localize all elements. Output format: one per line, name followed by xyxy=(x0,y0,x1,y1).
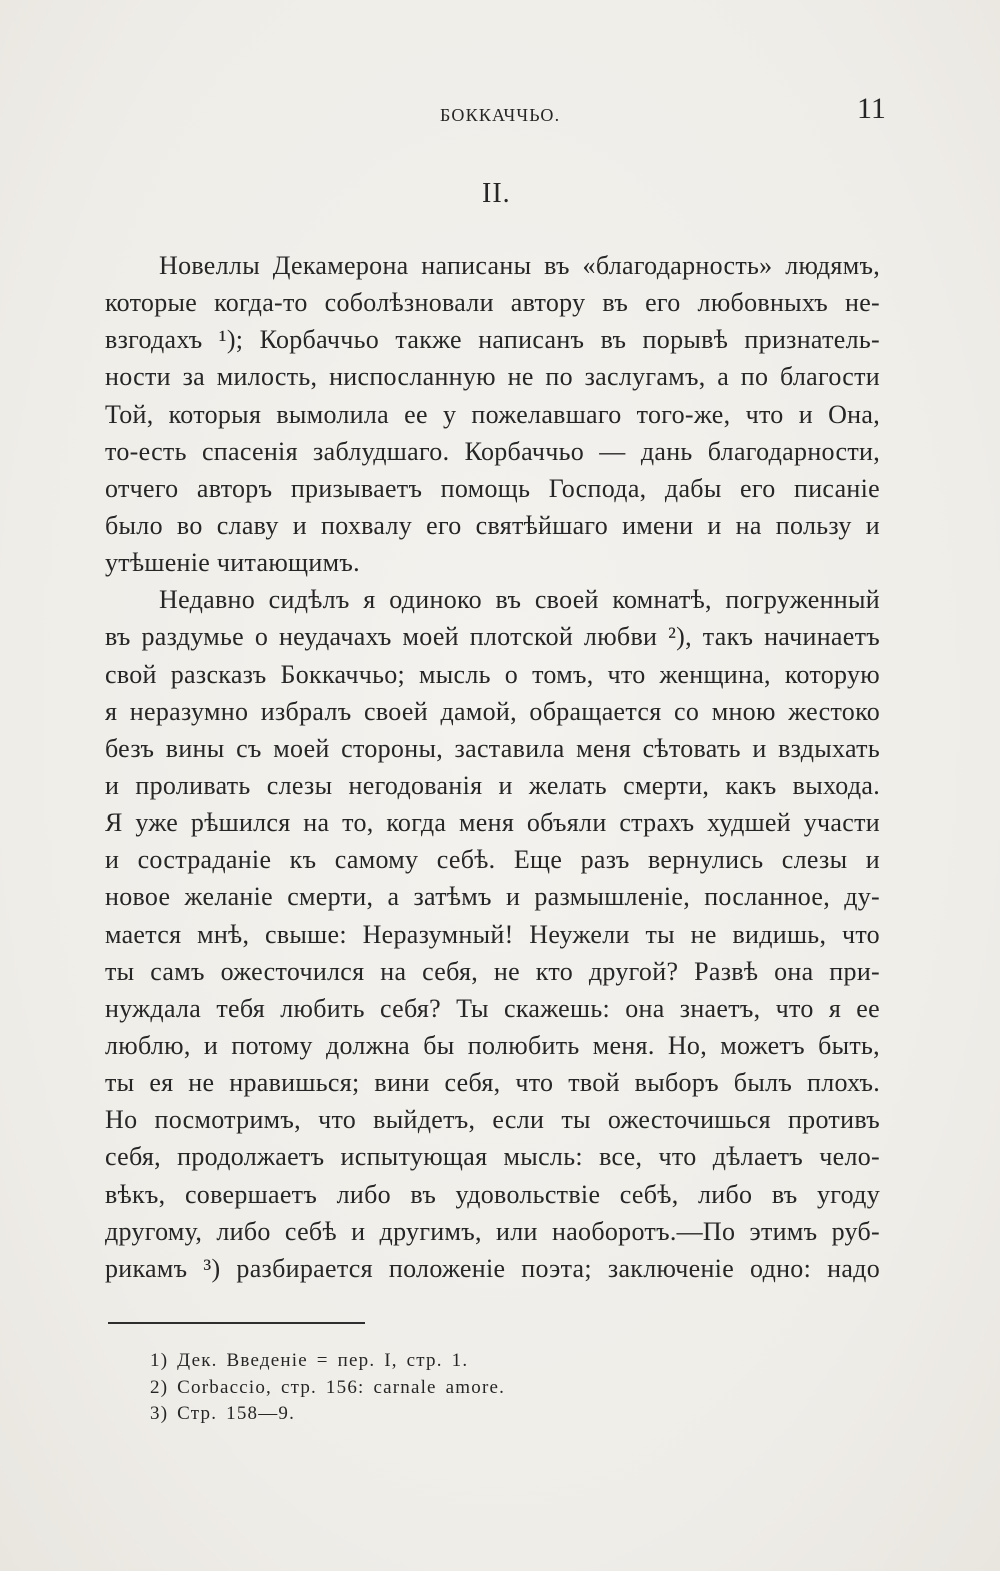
body-text xyxy=(105,247,880,1287)
text-line: взгодахъ ¹); Корбаччьо также написанъ въ порывѣ признатель- xyxy=(105,325,880,355)
text-line: мается мнѣ, свыше: Неразумный! Неужели ты не видишь, что xyxy=(105,919,880,949)
text-line: утѣшеніе читающимъ. xyxy=(105,548,360,578)
text-line: нуждала тебя любить себя? Ты скажешь: она знаетъ, что я ее xyxy=(105,993,880,1023)
text-line: себя, продолжаетъ испытующая мысль: все, что дѣлаетъ чело- xyxy=(105,1142,880,1172)
text-line: другому, либо себѣ и другимъ, или наоборотъ.—По этимъ руб- xyxy=(105,1216,880,1246)
footnote: 3) Стр. 158—9. xyxy=(150,1403,296,1424)
text-line: новое желаніе смерти, а затѣмъ и размышленіе, посланное, ду- xyxy=(105,882,880,912)
footnotes xyxy=(150,1348,650,1428)
text-line: вѣкъ, совершаетъ либо въ удовольствіе себѣ, либо въ угоду xyxy=(105,1179,880,1209)
page-number: 11 xyxy=(857,92,886,125)
text-line: и проливать слезы негодованія и желать смерти, какъ выхода. xyxy=(105,770,880,800)
text-line: которые когда-то соболѣзновали автору въ его любовныхъ не- xyxy=(105,288,880,318)
footnote: 1) Дек. Введеніе = пер. I, стр. 1. xyxy=(150,1350,469,1371)
text-line: Той, которыя вымолила ее у пожелавшаго того-же, что и Она, xyxy=(105,399,880,429)
text-line: Новеллы Декамерона написаны въ «благодарность» людямъ, xyxy=(159,251,880,280)
text-line: въ раздумье о неудачахъ моей плотской любви ²), такъ начинаетъ xyxy=(105,622,880,652)
text-line: Но посмотримъ, что выйдетъ, если ты ожесточишься противъ xyxy=(105,1105,880,1135)
footnote: 2) Corbaccio, стр. 156: carnale amore. xyxy=(150,1376,506,1398)
section-heading: II. xyxy=(482,178,511,209)
text-line: то-есть спасенія заблудшаго. Корбаччьо — дань благодарности, xyxy=(105,436,880,466)
text-line: отчего авторъ призываетъ помощь Господа, дабы его писаніе xyxy=(105,473,880,503)
text-line: люблю, и потому должна бы полюбить меня. Но, можетъ быть, xyxy=(105,1030,880,1060)
text-line: Недавно сидѣлъ я одиноко въ своей комнатѣ, погруженный xyxy=(159,585,880,615)
text-line: ты самъ ожесточился на себя, не кто другой? Развѣ она при- xyxy=(105,956,880,986)
text-line: Я уже рѣшился на то, когда меня объяли страхъ худшей участи xyxy=(105,808,880,838)
text-line: свой разсказъ Боккаччьо; мысль о томъ, что женщина, которую xyxy=(105,659,880,689)
footnote-rule xyxy=(108,1322,365,1324)
running-title: БОККАЧЧЬО. xyxy=(440,105,561,125)
paragraph xyxy=(105,581,880,1287)
text-line: ты ея не нравишься; вини себя, что твой выборъ былъ плохъ. xyxy=(105,1068,880,1098)
text-line: я неразумно избралъ своей дамой, обращается со мною жестоко xyxy=(105,696,880,726)
text-line: и состраданіе къ самому себѣ. Еще разъ вернулись слезы и xyxy=(105,845,880,875)
text-line: безъ вины съ моей стороны, заставила меня сѣтовать и вздыхать xyxy=(105,733,880,763)
paragraph xyxy=(105,247,880,581)
text-line: рикамъ ³) разбирается положеніе поэта; заключеніе одно: надо xyxy=(105,1253,880,1283)
text-line: было во славу и похвалу его святѣйшаго имени и на пользу и xyxy=(105,510,880,540)
text-line: ности за милость, ниспосланную не по заслугамъ, а по благости xyxy=(105,362,880,392)
